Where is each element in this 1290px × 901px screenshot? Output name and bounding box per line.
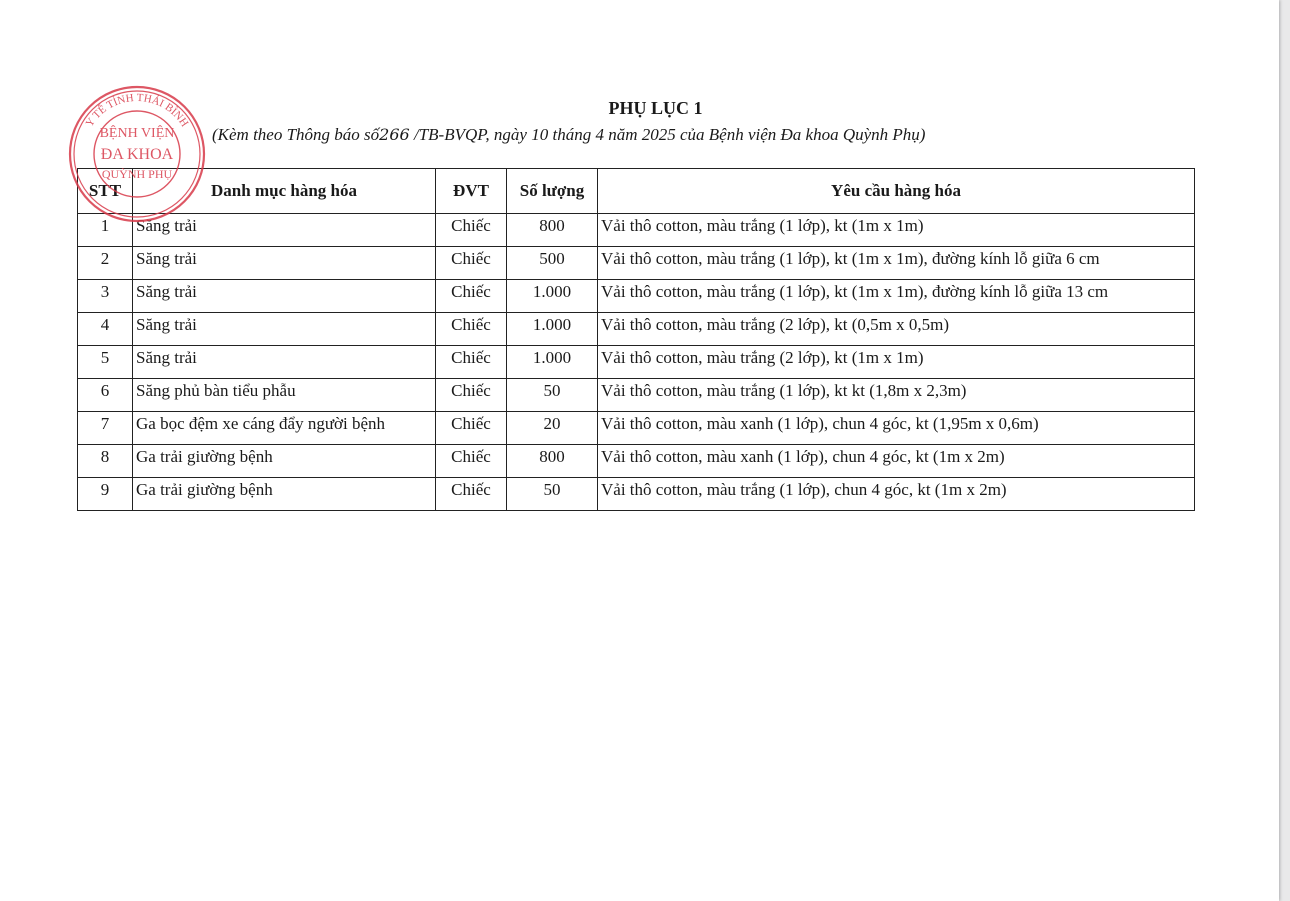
- cell-stt: 7: [78, 412, 133, 445]
- cell-unit: Chiếc: [436, 445, 507, 478]
- table-row: [78, 379, 1195, 412]
- cell-requirement: Vải thô cotton, màu trắng (1 lớp), chun 4 góc, kt (1m x 2m): [598, 478, 1195, 511]
- cell-unit: Chiếc: [436, 280, 507, 313]
- subtitle-prefix: (Kèm theo Thông báo số: [212, 125, 380, 144]
- goods-table: [77, 168, 1195, 511]
- cell-requirement: Vải thô cotton, màu xanh (1 lớp), chun 4 góc, kt (1,95m x 0,6m): [598, 412, 1195, 445]
- cell-unit: Chiếc: [436, 412, 507, 445]
- table-row: [78, 280, 1195, 313]
- table-row: [78, 313, 1195, 346]
- cell-qty: 50: [507, 379, 598, 412]
- cell-unit: Chiếc: [436, 478, 507, 511]
- cell-name: Săng trải: [133, 247, 436, 280]
- cell-requirement: Vải thô cotton, màu xanh (1 lớp), chun 4 góc, kt (1m x 2m): [598, 445, 1195, 478]
- header-stt: STT: [78, 169, 133, 214]
- cell-requirement: Vải thô cotton, màu trắng (2 lớp), kt (0,5m x 0,5m): [598, 313, 1195, 346]
- seal-ring-text: Y TẾ TỈNH THÁI BÌNH: [83, 91, 191, 130]
- cell-qty: 50: [507, 478, 598, 511]
- header-name: Danh mục hàng hóa: [133, 169, 436, 214]
- cell-requirement: Vải thô cotton, màu trắng (1 lớp), kt (1m x 1m): [598, 214, 1195, 247]
- cell-stt: 8: [78, 445, 133, 478]
- cell-name: Săng trải: [133, 346, 436, 379]
- cell-stt: 6: [78, 379, 133, 412]
- cell-name: Ga trải giường bệnh: [133, 478, 436, 511]
- cell-qty: 1.000: [507, 346, 598, 379]
- hospital-seal: [64, 84, 210, 224]
- cell-qty: 20: [507, 412, 598, 445]
- cell-requirement: Vải thô cotton, màu trắng (1 lớp), kt (1m x 1m), đường kính lỗ giữa 6 cm: [598, 247, 1195, 280]
- cell-stt: 3: [78, 280, 133, 313]
- cell-requirement: Vải thô cotton, màu trắng (2 lớp), kt (1m x 1m): [598, 346, 1195, 379]
- cell-name: Ga trải giường bệnh: [133, 445, 436, 478]
- cell-qty: 1.000: [507, 313, 598, 346]
- cell-stt: 2: [78, 247, 133, 280]
- cell-qty: 800: [507, 445, 598, 478]
- document-title-text: PHỤ LỤC 1: [608, 98, 703, 118]
- table-row: [78, 346, 1195, 379]
- table-row: [78, 247, 1195, 280]
- table-header-row: [78, 169, 1195, 214]
- handwritten-number: 266: [379, 125, 410, 144]
- cell-qty: 1.000: [507, 280, 598, 313]
- cell-requirement: Vải thô cotton, màu trắng (1 lớp), kt kt (1,8m x 2,3m): [598, 379, 1195, 412]
- table-row: [78, 478, 1195, 511]
- cell-stt: 1: [78, 214, 133, 247]
- cell-unit: Chiếc: [436, 313, 507, 346]
- seal-line-3: QUỲNH PHỤ: [101, 167, 173, 181]
- cell-name: Săng trải: [133, 214, 436, 247]
- cell-requirement: Vải thô cotton, màu trắng (1 lớp), kt (1m x 1m), đường kính lỗ giữa 13 cm: [598, 280, 1195, 313]
- cell-stt: 5: [78, 346, 133, 379]
- cell-name: Săng trải: [133, 313, 436, 346]
- cell-name: Săng trải: [133, 280, 436, 313]
- cell-unit: Chiếc: [436, 214, 507, 247]
- header-requirement: Yêu cầu hàng hóa: [598, 169, 1195, 214]
- cell-qty: 500: [507, 247, 598, 280]
- document-subtitle: [212, 125, 925, 145]
- cell-name: Săng phủ bàn tiểu phẫu: [133, 379, 436, 412]
- seal-line-2: ĐA KHOA: [100, 146, 174, 163]
- cell-stt: 9: [78, 478, 133, 511]
- table-row: [78, 445, 1195, 478]
- cell-unit: Chiếc: [436, 379, 507, 412]
- cell-stt: 4: [78, 313, 133, 346]
- cell-unit: Chiếc: [436, 346, 507, 379]
- cell-unit: Chiếc: [436, 247, 507, 280]
- table-row: [78, 214, 1195, 247]
- table-row: [78, 412, 1195, 445]
- header-unit: ĐVT: [436, 169, 507, 214]
- cell-name: Ga bọc đệm xe cáng đẩy người bệnh: [133, 412, 436, 445]
- seal-line-1: BỆNH VIỆN: [99, 126, 175, 141]
- subtitle-suffix: /TB-BVQP, ngày 10 tháng 4 năm 2025 của Bệnh viện Đa khoa Quỳnh Phụ): [409, 125, 926, 144]
- cell-qty: 800: [507, 214, 598, 247]
- header-qty: Số lượng: [507, 169, 598, 214]
